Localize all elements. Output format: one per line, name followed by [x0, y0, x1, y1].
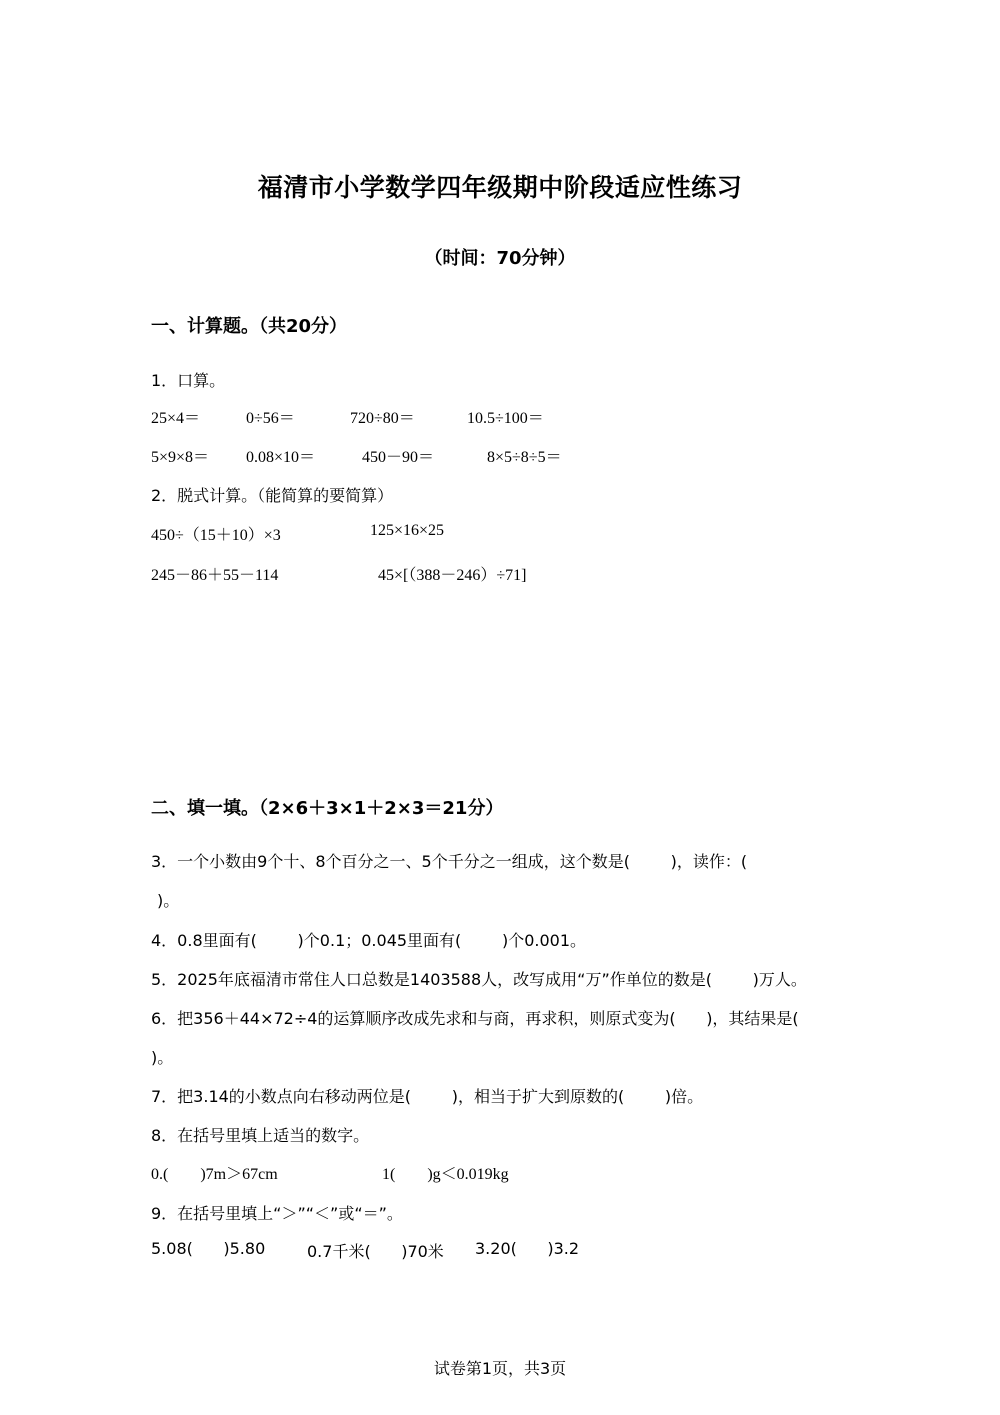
mental-calc-item: 0÷56＝	[246, 410, 295, 427]
compare-item: 0.7千米( )70米	[307, 1242, 444, 1261]
question-2-label: 2．脱式计算。（能简算的要简算）	[151, 486, 394, 505]
mental-calc-item: 0.08×10＝	[246, 449, 316, 466]
stepwise-calc-item: 450÷（15＋10）×3	[151, 527, 281, 544]
question-1-label: 1．口算。	[151, 371, 226, 390]
compare-item: 5.08( )5.80	[151, 1239, 266, 1258]
fill-digit-item: 1( )g＜0.019kg	[382, 1166, 509, 1183]
question-9-label: 9．在括号里填上“＞”“＜”或“＝”。	[151, 1204, 403, 1223]
section-2-heading: 二、填一填。（2×6＋3×1＋2×3＝21分）	[151, 798, 504, 819]
mental-calc-item: 10.5÷100＝	[467, 410, 544, 427]
mental-calc-item: 5×9×8＝	[151, 449, 210, 466]
mental-calc-item: 8×5÷8÷5＝	[487, 449, 562, 466]
question-6-continuation: )。	[151, 1048, 174, 1067]
time-limit: （时间：70分钟）	[424, 248, 576, 269]
question-7-text: 7．把3.14的小数点向右移动两位是( )，相当于扩大到原数的( )倍。	[151, 1087, 704, 1106]
stepwise-calc-item: 125×16×25	[370, 522, 445, 539]
compare-item: 3.20( )3.2	[475, 1239, 580, 1258]
mental-calc-item: 450－90＝	[362, 449, 435, 466]
page-title: 福清市小学数学四年级期中阶段适应性练习	[257, 173, 743, 202]
mental-calc-item: 25×4＝	[151, 410, 201, 427]
question-5-text: 5．2025年底福清市常住人口总数是1403588人，改写成用“万”作单位的数是( )万人。	[151, 970, 807, 989]
stepwise-calc-item: 245－86＋55－114	[151, 567, 279, 584]
mental-calc-item: 720÷80＝	[350, 410, 415, 427]
stepwise-calc-item: 45×[（388－246）÷71]	[378, 567, 527, 584]
fill-digit-item: 0.( )7m＞67cm	[151, 1166, 278, 1183]
question-4-text: 4．0.8里面有( )个0.1；0.045里面有( )个0.001。	[151, 931, 587, 950]
question-8-label: 8．在括号里填上适当的数字。	[151, 1126, 370, 1145]
question-6-text: 6．把356＋44×72÷4的运算顺序改成先求和与商，再求积，则原式变为( )，其结果是(	[151, 1009, 799, 1028]
section-1-heading: 一、计算题。（共20分）	[151, 316, 348, 337]
question-3-text: 3．一个小数由9个十、8个百分之一、5个千分之一组成，这个数是( )，读作：(	[151, 852, 748, 871]
question-3-continuation: )。	[157, 891, 180, 910]
page-footer: 试卷第1页，共3页	[433, 1359, 567, 1378]
